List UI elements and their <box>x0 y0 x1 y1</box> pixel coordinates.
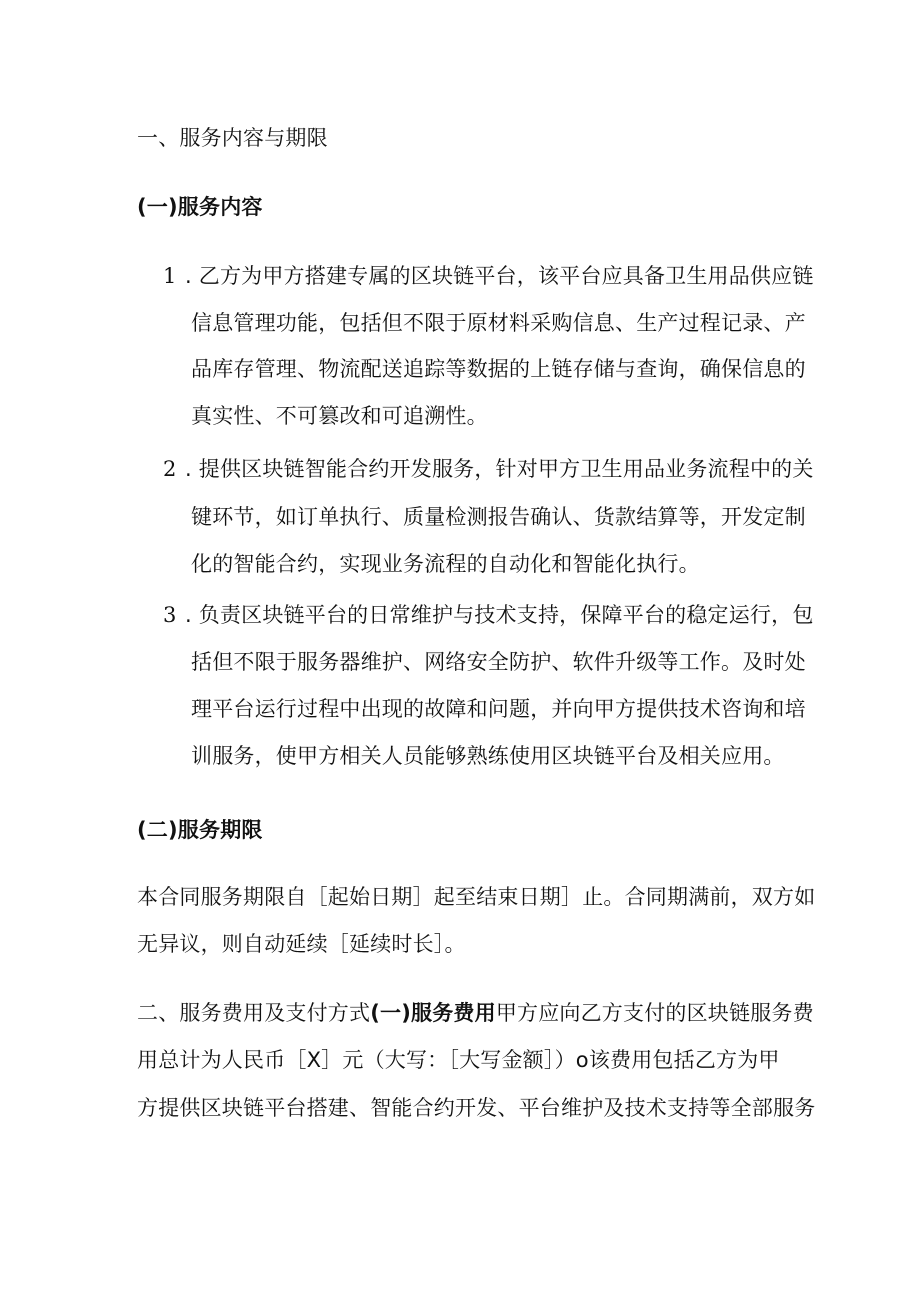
subsection-service-term-heading: (二)服务期限 <box>137 818 263 842</box>
term-line-1: 本合同服务期限自［起始日期］起至结束日期］止。合同期满前，双方如 <box>137 885 816 909</box>
item-3-line-1: 3 . 负责区块链平台的日常维护与技术支持，保障平台的稳定运行，包 <box>163 600 814 630</box>
item-2-number: 2 <box>163 457 177 481</box>
item-1-line-1: 1 . 乙方为甲方搭建专属的区块链平台，该平台应具备卫生用品供应链 <box>163 261 814 291</box>
item-3-number: 3 <box>163 603 177 627</box>
item-1-line-3: 品库存管理、物流配送追踪等数据的上链存储与查询，确保信息的 <box>191 357 806 381</box>
item-1-line-2: 信息管理功能，包括但不限于原材料采购信息、生产过程记录、产 <box>191 311 806 335</box>
item-2-line-1: 2 . 提供区块链智能合约开发服务，针对甲方卫生用品业务流程中的关 <box>163 454 814 484</box>
item-3-line-2: 括但不限于服务器维护、网络安全防护、软件升级等工作。及时处 <box>191 650 806 674</box>
item-1-line-4: 真实性、不可篡改和可追溯性。 <box>191 404 488 428</box>
section-1-heading: 一、服务内容与期限 <box>137 126 328 150</box>
section-2-line-3: 方提供区块链平台搭建、智能合约开发、平台维护及技术支持等全部服务 <box>137 1096 816 1120</box>
item-3-line-3: 理平台运行过程中出现的故障和问题，并向甲方提供技术咨询和培 <box>191 697 806 721</box>
section-2-line-2: 用总计为人民币［X］元（大写：［大写金额］）o该费用包括乙方为甲 <box>137 1048 780 1072</box>
item-2-line-2: 键环节，如订单执行、质量检测报告确认、货款结算等，开发定制 <box>191 505 806 529</box>
section-2-line-1: 二、服务费用及支付方式(一)服务费用甲方应向乙方支付的区块链服务费 <box>137 1001 814 1025</box>
subsection-service-content-heading: (一)服务内容 <box>137 195 263 219</box>
item-1-number: 1 <box>163 264 177 288</box>
item-3-line-4: 训服务，使甲方相关人员能够熟练使用区块链平台及相关应用。 <box>191 744 785 768</box>
subsection-service-fee-heading: (一)服务费用 <box>370 1001 496 1025</box>
term-line-2: 无异议，则自动延续［延续时长］。 <box>137 932 466 956</box>
section-2-heading: 二、服务费用及支付方式 <box>137 1001 371 1025</box>
item-2-line-3: 化的智能合约，实现业务流程的自动化和智能化执行。 <box>191 552 700 576</box>
